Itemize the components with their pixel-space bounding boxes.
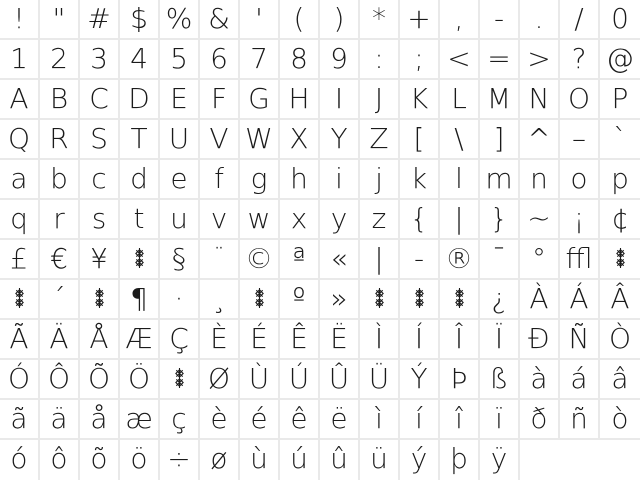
glyph-cell[interactable]: ¨ [200,240,240,280]
glyph-cell[interactable]: ¡ [560,200,600,240]
glyph-cell[interactable]: ª [280,240,320,280]
glyph-cell[interactable]: | [360,240,400,280]
glyph-cell[interactable]: ; [400,40,440,80]
glyph-cell[interactable]: a [0,160,40,200]
glyph-cell[interactable]: % [160,0,200,40]
glyph-cell[interactable]: ò [600,400,640,440]
missing-glyph-icon [253,288,266,308]
glyph-cell[interactable]: v [200,200,240,240]
glyph-cell[interactable]: Ñ [560,320,600,360]
glyph-cell[interactable]: ù [240,440,280,480]
glyph-cell[interactable]: l [440,160,480,200]
glyph-cell[interactable]: i [320,160,360,200]
glyph-cell[interactable]: | [440,200,480,240]
glyph-cell[interactable]: Ü [360,360,400,400]
glyph-cell[interactable]: ê [280,400,320,440]
glyph-cell[interactable]: X [280,120,320,160]
glyph-cell[interactable]: D [120,80,160,120]
glyph-cell[interactable]: ~ [520,200,560,240]
glyph-cell[interactable]: å [80,400,120,440]
empty-cell [520,440,560,480]
glyph-cell[interactable]: ` [600,120,640,160]
glyph-cell[interactable]: ø [200,440,240,480]
glyph-cell[interactable]: º [280,280,320,320]
glyph-cell[interactable]: ¿ [480,280,520,320]
glyph-cell[interactable]: ï [480,400,520,440]
glyph-cell[interactable]: - [400,240,440,280]
glyph-cell[interactable]: Û [320,360,360,400]
glyph-cell[interactable]: ß [480,360,520,400]
glyph-cell[interactable]: ' [240,0,280,40]
glyph-cell[interactable]: O [560,80,600,120]
glyph-cell[interactable]: * [360,0,400,40]
missing-glyph-icon [614,248,627,268]
glyph-cell[interactable]: Q [0,120,40,160]
missing-glyph-icon [93,288,106,308]
glyph-cell[interactable]: m [480,160,520,200]
glyph-cell[interactable]: Ò [600,320,640,360]
glyph-cell[interactable]: F [200,80,240,120]
glyph-cell[interactable]: < [440,40,480,80]
glyph-cell[interactable]: ý [400,440,440,480]
glyph-cell[interactable]: \ [440,120,480,160]
glyph-cell[interactable]: ¸ [200,280,240,320]
missing-glyph-cell[interactable] [360,280,400,320]
glyph-cell[interactable]: V [200,120,240,160]
glyph-cell[interactable]: o [560,160,600,200]
glyph-cell[interactable]: & [200,0,240,40]
glyph-cell[interactable]: S [80,120,120,160]
glyph-cell[interactable]: è [200,400,240,440]
glyph-cell[interactable]: u [160,200,200,240]
glyph-cell[interactable]: j [360,160,400,200]
glyph-cell[interactable]: ¥ [80,240,120,280]
glyph-cell[interactable]: ^ [520,120,560,160]
glyph-cell[interactable]: à [520,360,560,400]
glyph-cell[interactable]: Þ [440,360,480,400]
glyph-cell[interactable]: í [400,400,440,440]
glyph-cell[interactable]: ! [0,0,40,40]
glyph-cell[interactable]: î [440,400,480,440]
missing-glyph-cell[interactable] [400,280,440,320]
glyph-cell[interactable]: ë [320,400,360,440]
glyph-cell[interactable]: { [400,200,440,240]
glyph-cell[interactable]: « [320,240,360,280]
glyph-cell[interactable]: þ [440,440,480,480]
glyph-cell[interactable]: Ú [280,360,320,400]
missing-glyph-cell[interactable] [0,280,40,320]
glyph-cell[interactable]: k [400,160,440,200]
glyph-cell[interactable]: q [0,200,40,240]
glyph-cell[interactable]: W [240,120,280,160]
glyph-cell[interactable]: B [40,80,80,120]
glyph-cell[interactable]: E [160,80,200,120]
glyph-cell[interactable]: Ï [480,320,520,360]
missing-glyph-cell[interactable] [160,360,200,400]
glyph-cell[interactable]: ô [40,440,80,480]
glyph-cell[interactable]: € [40,240,80,280]
missing-glyph-icon [373,288,386,308]
glyph-cell[interactable]: 8 [280,40,320,80]
glyph-cell[interactable]: Ê [280,320,320,360]
glyph-cell[interactable]: n [520,160,560,200]
glyph-cell[interactable]: P [600,80,640,120]
glyph-cell[interactable]: M [480,80,520,120]
glyph-cell[interactable]: â [600,360,640,400]
glyph-cell[interactable]: - [480,0,520,40]
missing-glyph-icon [13,288,26,308]
glyph-cell[interactable]: Õ [80,360,120,400]
glyph-cell[interactable]: ) [320,0,360,40]
glyph-cell[interactable]: . [520,0,560,40]
glyph-cell[interactable]: 4 [120,40,160,80]
glyph-cell[interactable]: » [320,280,360,320]
glyph-cell[interactable]: } [480,200,520,240]
glyph-cell[interactable]: + [400,0,440,40]
glyph-cell[interactable]: ? [560,40,600,80]
glyph-cell[interactable]: · [160,280,200,320]
glyph-cell[interactable]: b [40,160,80,200]
glyph-cell[interactable]: ® [440,240,480,280]
glyph-cell[interactable]: Ä [40,320,80,360]
glyph-cell[interactable]: # [80,0,120,40]
glyph-cell[interactable]: – [560,120,600,160]
glyph-cell[interactable]: 7 [240,40,280,80]
glyph-cell[interactable]: ¢ [600,200,640,240]
glyph-cell[interactable]: A [0,80,40,120]
glyph-cell[interactable]: z [360,200,400,240]
glyph-cell[interactable]: ( [280,0,320,40]
glyph-cell[interactable]: g [240,160,280,200]
glyph-cell[interactable]: é [240,400,280,440]
glyph-cell[interactable]: ð [520,400,560,440]
glyph-cell[interactable]: t [120,200,160,240]
glyph-cell[interactable]: h [280,160,320,200]
glyph-cell[interactable]: © [240,240,280,280]
glyph-cell[interactable]: Ù [240,360,280,400]
glyph-cell[interactable]: Ø [200,360,240,400]
missing-glyph-cell[interactable] [440,280,480,320]
glyph-cell[interactable]: 9 [320,40,360,80]
glyph-cell[interactable]: Î [440,320,480,360]
glyph-cell[interactable]: J [360,80,400,120]
glyph-cell[interactable]: y [320,200,360,240]
glyph-cell[interactable]: G [240,80,280,120]
glyph-cell[interactable]: 1 [0,40,40,80]
glyph-cell[interactable]: C [80,80,120,120]
glyph-cell[interactable]: ÿ [480,440,520,480]
glyph-cell[interactable]: K [400,80,440,120]
glyph-cell[interactable]: p [600,160,640,200]
glyph-cell[interactable]: T [120,120,160,160]
glyph-cell[interactable]: Ý [400,360,440,400]
glyph-cell[interactable]: c [80,160,120,200]
glyph-cell[interactable]: 6 [200,40,240,80]
glyph-cell[interactable]: > [520,40,560,80]
glyph-cell[interactable]: f [200,160,240,200]
glyph-cell[interactable]: ° [520,240,560,280]
glyph-cell[interactable]: Ã [0,320,40,360]
glyph-cell[interactable]: È [200,320,240,360]
glyph-cell[interactable]: $ [120,0,160,40]
missing-glyph-cell[interactable] [600,240,640,280]
glyph-cell[interactable]: Ì [360,320,400,360]
glyph-cell[interactable]: ﬄ [560,240,600,280]
glyph-cell[interactable]: Z [360,120,400,160]
glyph-cell[interactable]: d [120,160,160,200]
glyph-cell[interactable]: ¯ [480,240,520,280]
missing-glyph-cell[interactable] [80,280,120,320]
missing-glyph-icon [453,288,466,308]
glyph-cell[interactable]: Ð [520,320,560,360]
glyph-cell[interactable]: Í [400,320,440,360]
glyph-cell[interactable]: Ó [0,360,40,400]
glyph-cell[interactable]: À [520,280,560,320]
glyph-cell[interactable]: L [440,80,480,120]
glyph-cell[interactable]: á [560,360,600,400]
glyph-cell[interactable]: 2 [40,40,80,80]
glyph-cell[interactable]: " [40,0,80,40]
glyph-cell[interactable]: ¶ [120,280,160,320]
missing-glyph-cell[interactable] [120,240,160,280]
glyph-cell[interactable]: @ [600,40,640,80]
glyph-cell[interactable]: Å [80,320,120,360]
glyph-cell[interactable]: 0 [600,0,640,40]
glyph-cell[interactable]: e [160,160,200,200]
glyph-cell[interactable]: [ [400,120,440,160]
glyph-cell[interactable]: É [240,320,280,360]
glyph-cell[interactable]: R [40,120,80,160]
glyph-cell[interactable]: , [440,0,480,40]
glyph-cell[interactable]: Â [600,280,640,320]
glyph-cell[interactable]: x [280,200,320,240]
glyph-cell[interactable]: § [160,240,200,280]
glyph-cell[interactable]: r [40,200,80,240]
missing-glyph-cell[interactable] [240,280,280,320]
glyph-cell[interactable]: ü [360,440,400,480]
glyph-cell[interactable]: I [320,80,360,120]
glyph-cell[interactable]: Ö [120,360,160,400]
missing-glyph-icon [413,288,426,308]
glyph-cell[interactable]: ì [360,400,400,440]
glyph-cell[interactable]: Ë [320,320,360,360]
glyph-cell[interactable]: ö [120,440,160,480]
glyph-cell[interactable]: ä [40,400,80,440]
glyph-cell[interactable]: : [360,40,400,80]
glyph-cell[interactable]: / [560,0,600,40]
missing-glyph-icon [173,368,186,388]
glyph-cell[interactable]: w [240,200,280,240]
glyph-cell[interactable]: 5 [160,40,200,80]
glyph-cell[interactable]: 3 [80,40,120,80]
glyph-cell[interactable]: ] [480,120,520,160]
empty-cell [600,440,640,480]
glyph-cell[interactable]: ú [280,440,320,480]
glyph-cell[interactable]: = [480,40,520,80]
glyph-cell[interactable]: N [520,80,560,120]
glyph-cell[interactable]: H [280,80,320,120]
glyph-cell[interactable]: æ [120,400,160,440]
glyph-cell[interactable]: Ô [40,360,80,400]
glyph-cell[interactable]: U [160,120,200,160]
glyph-cell[interactable]: Æ [120,320,160,360]
glyph-cell[interactable]: õ [80,440,120,480]
glyph-cell[interactable]: û [320,440,360,480]
glyph-cell[interactable]: Á [560,280,600,320]
glyph-cell[interactable]: s [80,200,120,240]
glyph-cell[interactable]: ó [0,440,40,480]
glyph-cell[interactable]: ÷ [160,440,200,480]
glyph-cell[interactable]: ´ [40,280,80,320]
glyph-cell[interactable]: ã [0,400,40,440]
empty-cell [560,440,600,480]
glyph-cell[interactable]: £ [0,240,40,280]
glyph-cell[interactable]: Ç [160,320,200,360]
glyph-cell[interactable]: Y [320,120,360,160]
missing-glyph-icon [133,248,146,268]
glyph-cell[interactable]: ñ [560,400,600,440]
glyph-cell[interactable]: ç [160,400,200,440]
